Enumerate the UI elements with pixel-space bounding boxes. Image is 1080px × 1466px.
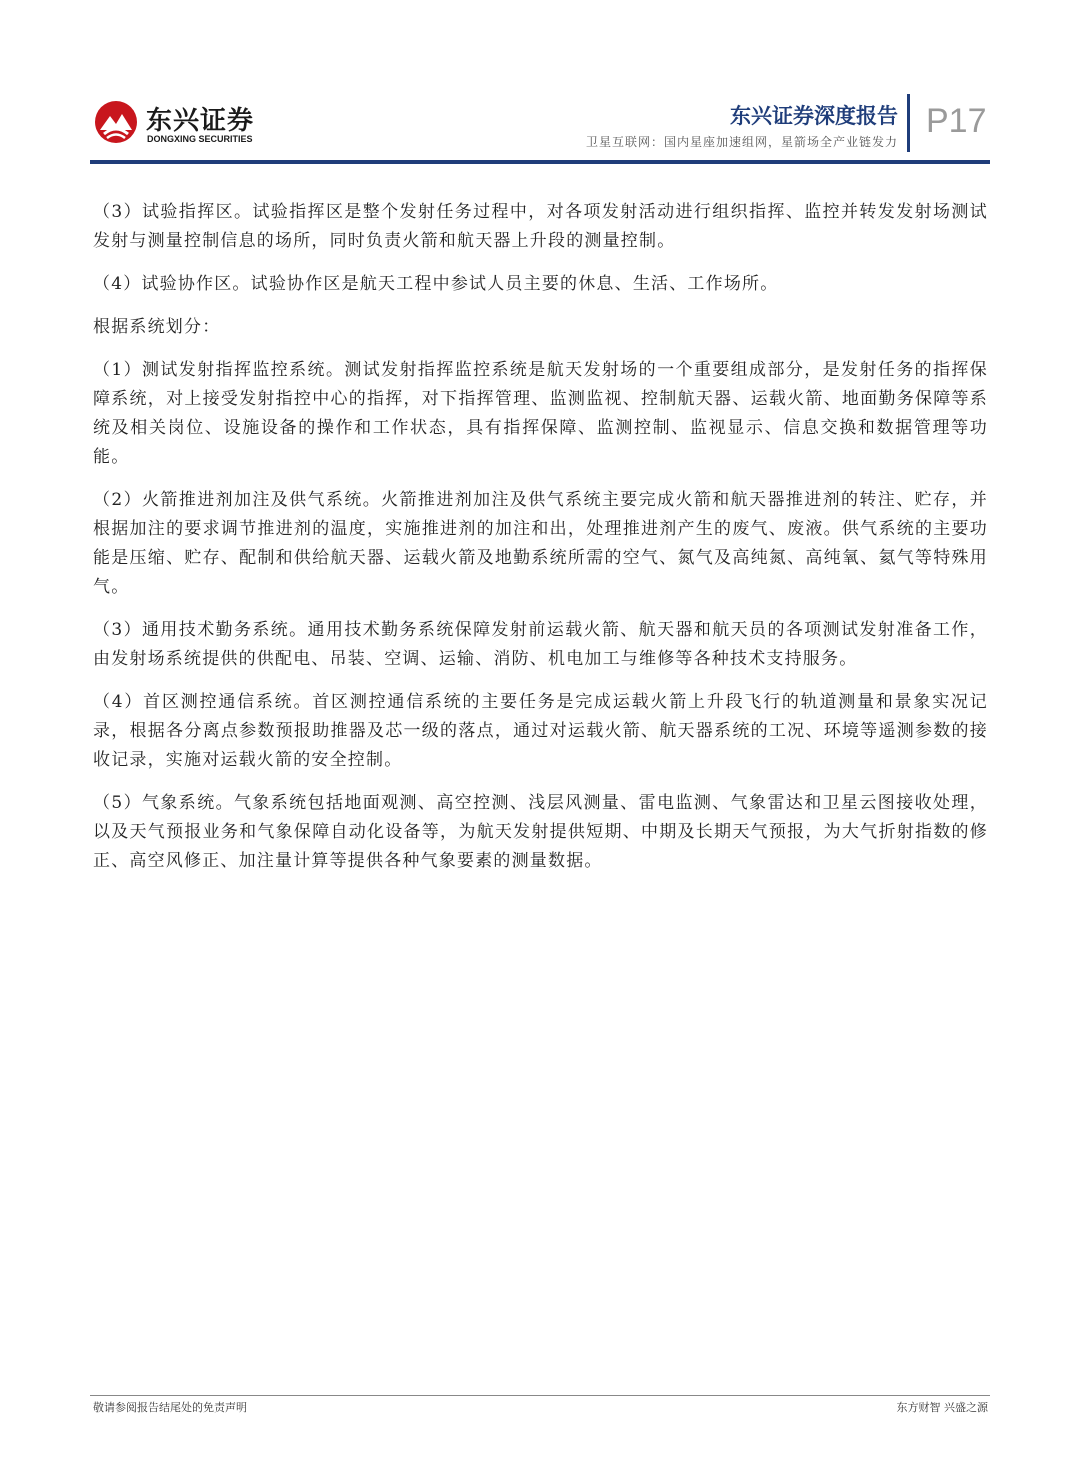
footer-slogan: 东方财智 兴盛之源 <box>896 1401 988 1414</box>
paragraph: （4）首区测控通信系统。首区测控通信系统的主要任务是完成运载火箭上升段飞行的轨道测量和景象实况记录，根据各分离点参数预报助推器及芯一级的落点，通过对运载火箭、航天器系统的工况、环境等遥测参数的接收记录，实施对运载火箭的安全控制。 <box>93 692 988 770</box>
page-header <box>90 88 990 162</box>
paragraph: （2）火箭推进剂加注及供气系统。火箭推进剂加注及供气系统主要完成火箭和航天器推进剂的转注、贮存，并根据加注的要求调节推进剂的温度，实施推进剂的加注和出，处理推进剂产生的废气、废液。供气系统的主要功能是压缩、贮存、配制和供给航天器、运载火箭及地勤系统所需的空气、氮气及高纯氮、高纯氧、氦气等特殊用气。 <box>93 490 988 597</box>
footer-rule <box>90 1395 990 1396</box>
paragraph: （3）试验指挥区。试验指挥区是整个发射任务过程中，对各项发射活动进行组织指挥、监控并转发发射场测试发射与测量控制信息的场所，同时负责火箭和航天器上升段的测量控制。 <box>93 202 988 251</box>
page-number: P17 <box>926 102 987 140</box>
paragraph: （1）测试发射指挥监控系统。测试发射指挥监控系统是航天发射场的一个重要组成部分，是发射任务的指挥保障系统，对上接受发射指控中心的指挥，对下指挥管理、监测监视、控制航天器、运载火箭、地面勤务保障等系统及相关岗位、设施设备的操作和工作状态，具有指挥保障、监测控制、监视显示、信息交换和数据管理等功能。 <box>93 360 988 467</box>
footer-disclaimer: 敬请参阅报告结尾处的免责声明 <box>93 1401 247 1414</box>
paragraph: （3）通用技术勤务系统。通用技术勤务系统保障发射前运载火箭、航天器和航天员的各项测试发射准备工作，由发射场系统提供的供配电、吊装、空调、运输、消防、机电加工与维修等各种技术支持服务。 <box>93 620 988 669</box>
paragraph: （4）试验协作区。试验协作区是航天工程中参试人员主要的休息、生活、工作场所。 <box>93 274 779 294</box>
logo-chinese-name: 东兴证券 <box>146 106 255 136</box>
report-title: 东兴证券深度报告 <box>730 104 898 128</box>
company-logo <box>94 100 264 150</box>
dongxing-logo-icon <box>94 100 138 144</box>
body-content <box>93 198 988 890</box>
paragraph: 根据系统划分： <box>93 317 221 337</box>
header-rule <box>90 160 990 164</box>
paragraph: （5）气象系统。气象系统包括地面观测、高空控测、浅层风测量、雷电监测、气象雷达和卫星云图接收处理，以及天气预报业务和气象保障自动化设备等，为航天发射提供短期、中期及长期天气预报，为大气折射指数的修正、高空风修正、加注量计算等提供各种气象要素的测量数据。 <box>93 793 988 871</box>
logo-english-name: DONGXING SECURITIES <box>147 134 253 144</box>
header-divider <box>907 94 910 152</box>
report-subtitle: 卫星互联网：国内星座加速组网，星箭场全产业链发力 <box>585 135 898 149</box>
